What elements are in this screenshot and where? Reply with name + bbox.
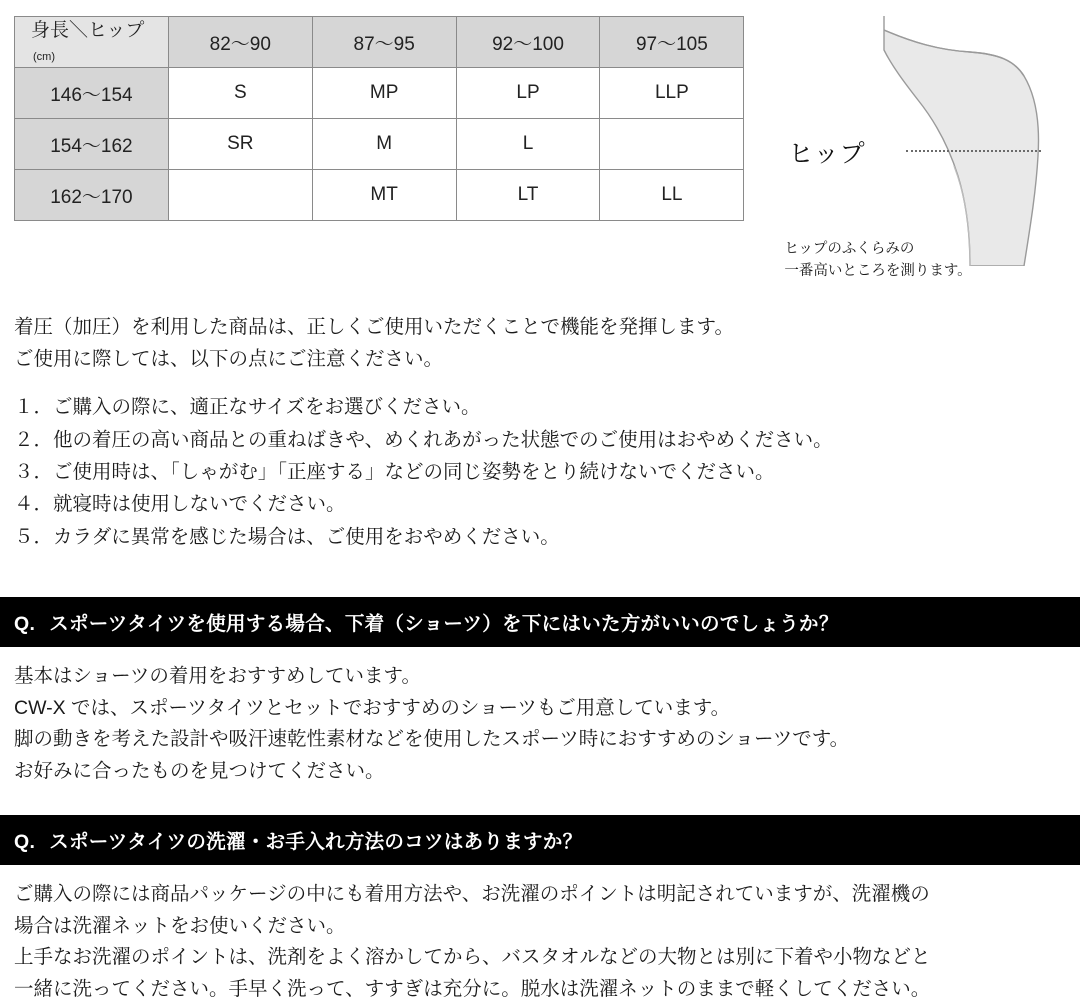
table-row [15, 119, 744, 170]
faq-question-text-1: スポーツタイツを使用する場合、下着（ショーツ）を下にはいた方がいいのでしょうか？ [49, 612, 839, 635]
column-header-1: 82〜90 [168, 17, 312, 68]
size-table-container [14, 16, 744, 221]
faq-q-mark-2: Q. [14, 831, 36, 854]
hip-label: ヒップ [788, 140, 866, 168]
table-row [15, 170, 744, 221]
size-cell-2-2: M [312, 119, 456, 170]
faq-answer-2-line-3: 上手なお洗濯のポイントは、洗剤をよく溶かしてから、バスタオルなどの大物とは別に下着や小物などと [14, 946, 931, 969]
row-header-3: 162〜170 [15, 170, 169, 221]
body-silhouette-icon [874, 16, 1054, 266]
intro-line-2: ご使用に際しては、以下の点にご注意ください。 [14, 347, 444, 370]
size-cell-2-3: L [456, 119, 600, 170]
table-row [15, 68, 744, 119]
faq-answer-2-line-4: 一緒に洗ってください。手早く洗って、すすぎは充分に。脱水は洗濯ネットのままで軽くしてください。 [14, 978, 931, 1000]
size-cell-2-1: SR [168, 119, 312, 170]
size-cell-1-2: MP [312, 68, 456, 119]
column-header-3: 92〜100 [456, 17, 600, 68]
caution-item-3: ３．ご使用時は、「しゃがむ」「正座する」などの同じ姿勢をとり続けないでください。 [14, 460, 775, 483]
faq-answer-1-line-3: 脚の動きを考えた設計や吸汗速乾性素材などを使用したスポーツ時におすすめのショーツです。 [14, 728, 850, 751]
row-header-1: 146〜154 [15, 68, 169, 119]
intro-text [14, 312, 1080, 375]
intro-line-1: 着圧（加圧）を利用した商品は、正しくご使用いただくことで機能を発揮します。 [14, 316, 734, 338]
size-cell-3-3: LT [456, 170, 600, 221]
faq-block-1 [0, 597, 1080, 787]
table-header-row [15, 17, 744, 68]
caution-item-1: １．ご購入の際に、適正なサイズをお選びください。 [14, 396, 481, 419]
size-chart-table [14, 16, 744, 221]
faq-answer-1-line-2: CW-X では、スポーツタイツとセットでおすすめのショーツもご用意しています。 [14, 696, 731, 719]
column-header-4: 97〜105 [600, 17, 744, 68]
faq-block-2 [0, 815, 1080, 1005]
caution-item-5: ５．カラダに異常を感じた場合は、ご使用をおやめください。 [14, 525, 560, 548]
figure-note [784, 238, 971, 283]
size-cell-3-4: LL [600, 170, 744, 221]
faq-answer-1-line-1: 基本はショーツの着用をおすすめしています。 [14, 664, 421, 687]
faq-answer-2-line-2: 場合は洗濯ネットをお使いください。 [14, 914, 346, 937]
faq-question-text-2: スポーツタイツの洗濯・お手入れ方法のコツはありますか？ [49, 831, 583, 854]
table-corner-cell [15, 17, 169, 68]
size-cell-2-4 [600, 119, 744, 170]
faq-answer-2 [14, 879, 1080, 1005]
faq-q-mark-1: Q. [14, 612, 36, 635]
caution-item-4: ４．就寝時は使用しないでください。 [14, 493, 346, 516]
faq-answer-1 [14, 661, 1080, 787]
faq-question-bar-1 [0, 597, 1080, 647]
caution-item-2: ２．他の着圧の高い商品との重ねばきや、めくれあがった状態でのご使用はおやめください。 [14, 428, 833, 451]
figure-note-line-1: ヒップのふくらみの [784, 241, 915, 257]
column-header-2: 87〜95 [312, 17, 456, 68]
size-cell-3-2: MT [312, 170, 456, 221]
size-cell-1-3: LP [456, 68, 600, 119]
hip-measure-dotted-line [906, 150, 1041, 152]
hip-measurement-figure [784, 16, 1080, 286]
top-section [0, 0, 1080, 286]
faq-answer-2-line-1: ご購入の際には商品パッケージの中にも着用方法や、お洗濯のポイントは明記されていますが、洗濯機の [14, 883, 930, 906]
size-cell-3-1 [168, 170, 312, 221]
corner-unit: (cm) [33, 50, 55, 63]
size-cell-1-4: LLP [600, 68, 744, 119]
corner-label: 身長＼ヒップ [31, 20, 145, 42]
faq-question-bar-2 [0, 815, 1080, 865]
size-cell-1-1: S [168, 68, 312, 119]
caution-list [14, 391, 1080, 553]
faq-answer-1-line-4: お好みに合ったものを見つけてください。 [14, 759, 385, 782]
figure-note-line-2: 一番高いところを測ります。 [784, 263, 972, 280]
row-header-2: 154〜162 [15, 119, 169, 170]
